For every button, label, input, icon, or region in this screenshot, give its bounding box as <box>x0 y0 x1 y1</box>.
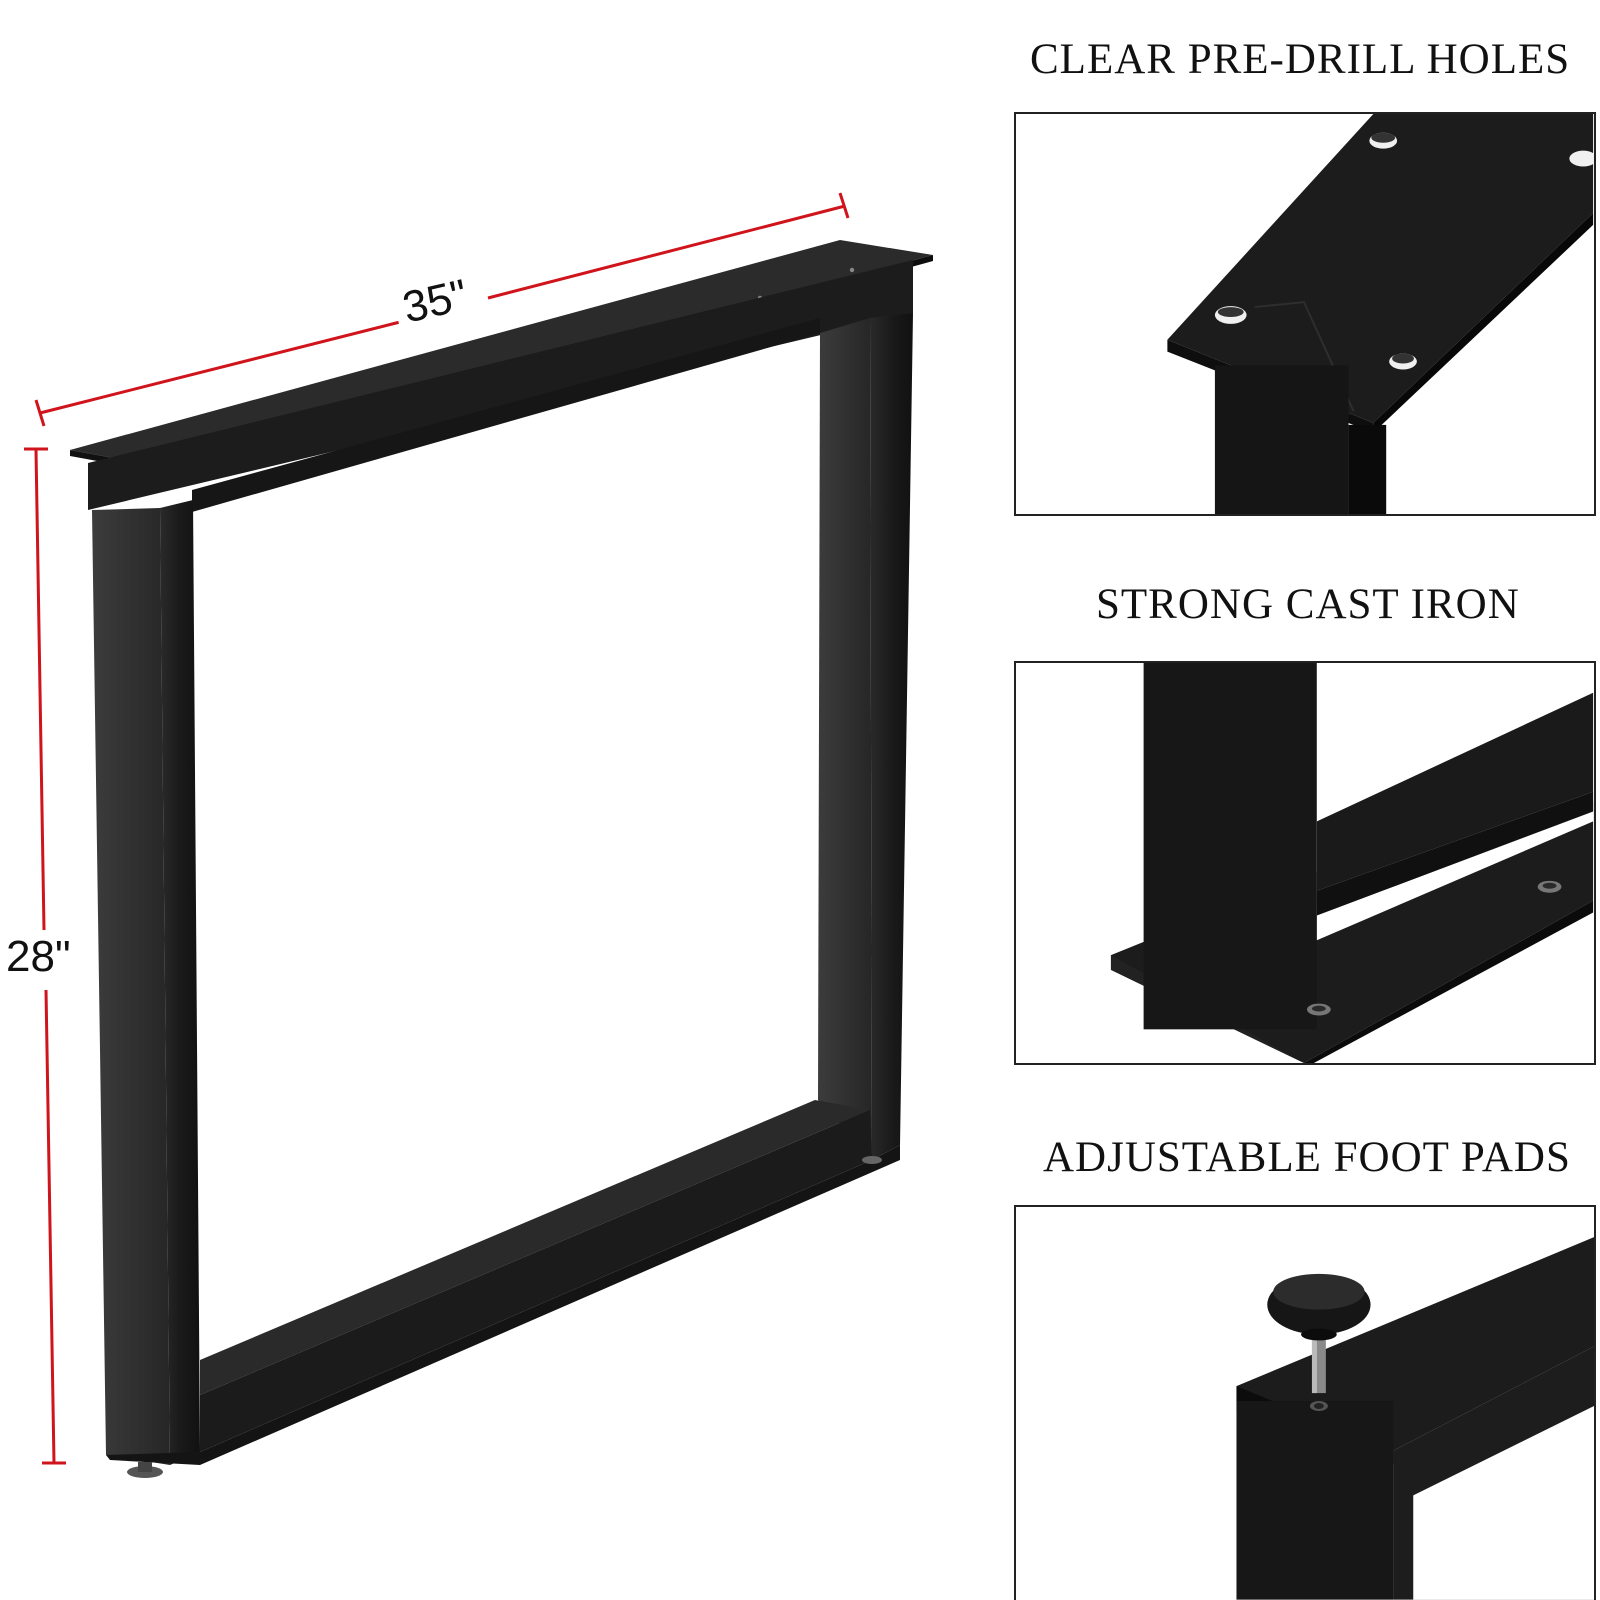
feature-panel-strong-cast-iron <box>1014 661 1596 1065</box>
cast-iron-closeup <box>1016 663 1594 1063</box>
feature-panel-pre-drill-holes <box>1014 112 1596 516</box>
width-dimension-label: 35" <box>391 272 479 333</box>
feature-title-strong-cast-iron: STRONG CAST IRON <box>1096 581 1520 628</box>
right-post <box>818 318 872 1160</box>
top-rail <box>88 260 913 510</box>
pre-drill-holes-closeup <box>1016 114 1594 514</box>
left-post <box>92 508 170 1465</box>
feature-title-pre-drill-holes: CLEAR PRE-DRILL HOLES <box>1030 36 1571 83</box>
feature-panel-adjustable-foot-pads <box>1014 1205 1596 1600</box>
bottom-rail <box>200 1100 870 1395</box>
height-dimension-label: 28" <box>2 935 75 979</box>
feature-title-adjustable-foot-pads: ADJUSTABLE FOOT PADS <box>1043 1134 1571 1181</box>
adjustable-foot-pad-closeup <box>1016 1207 1594 1600</box>
